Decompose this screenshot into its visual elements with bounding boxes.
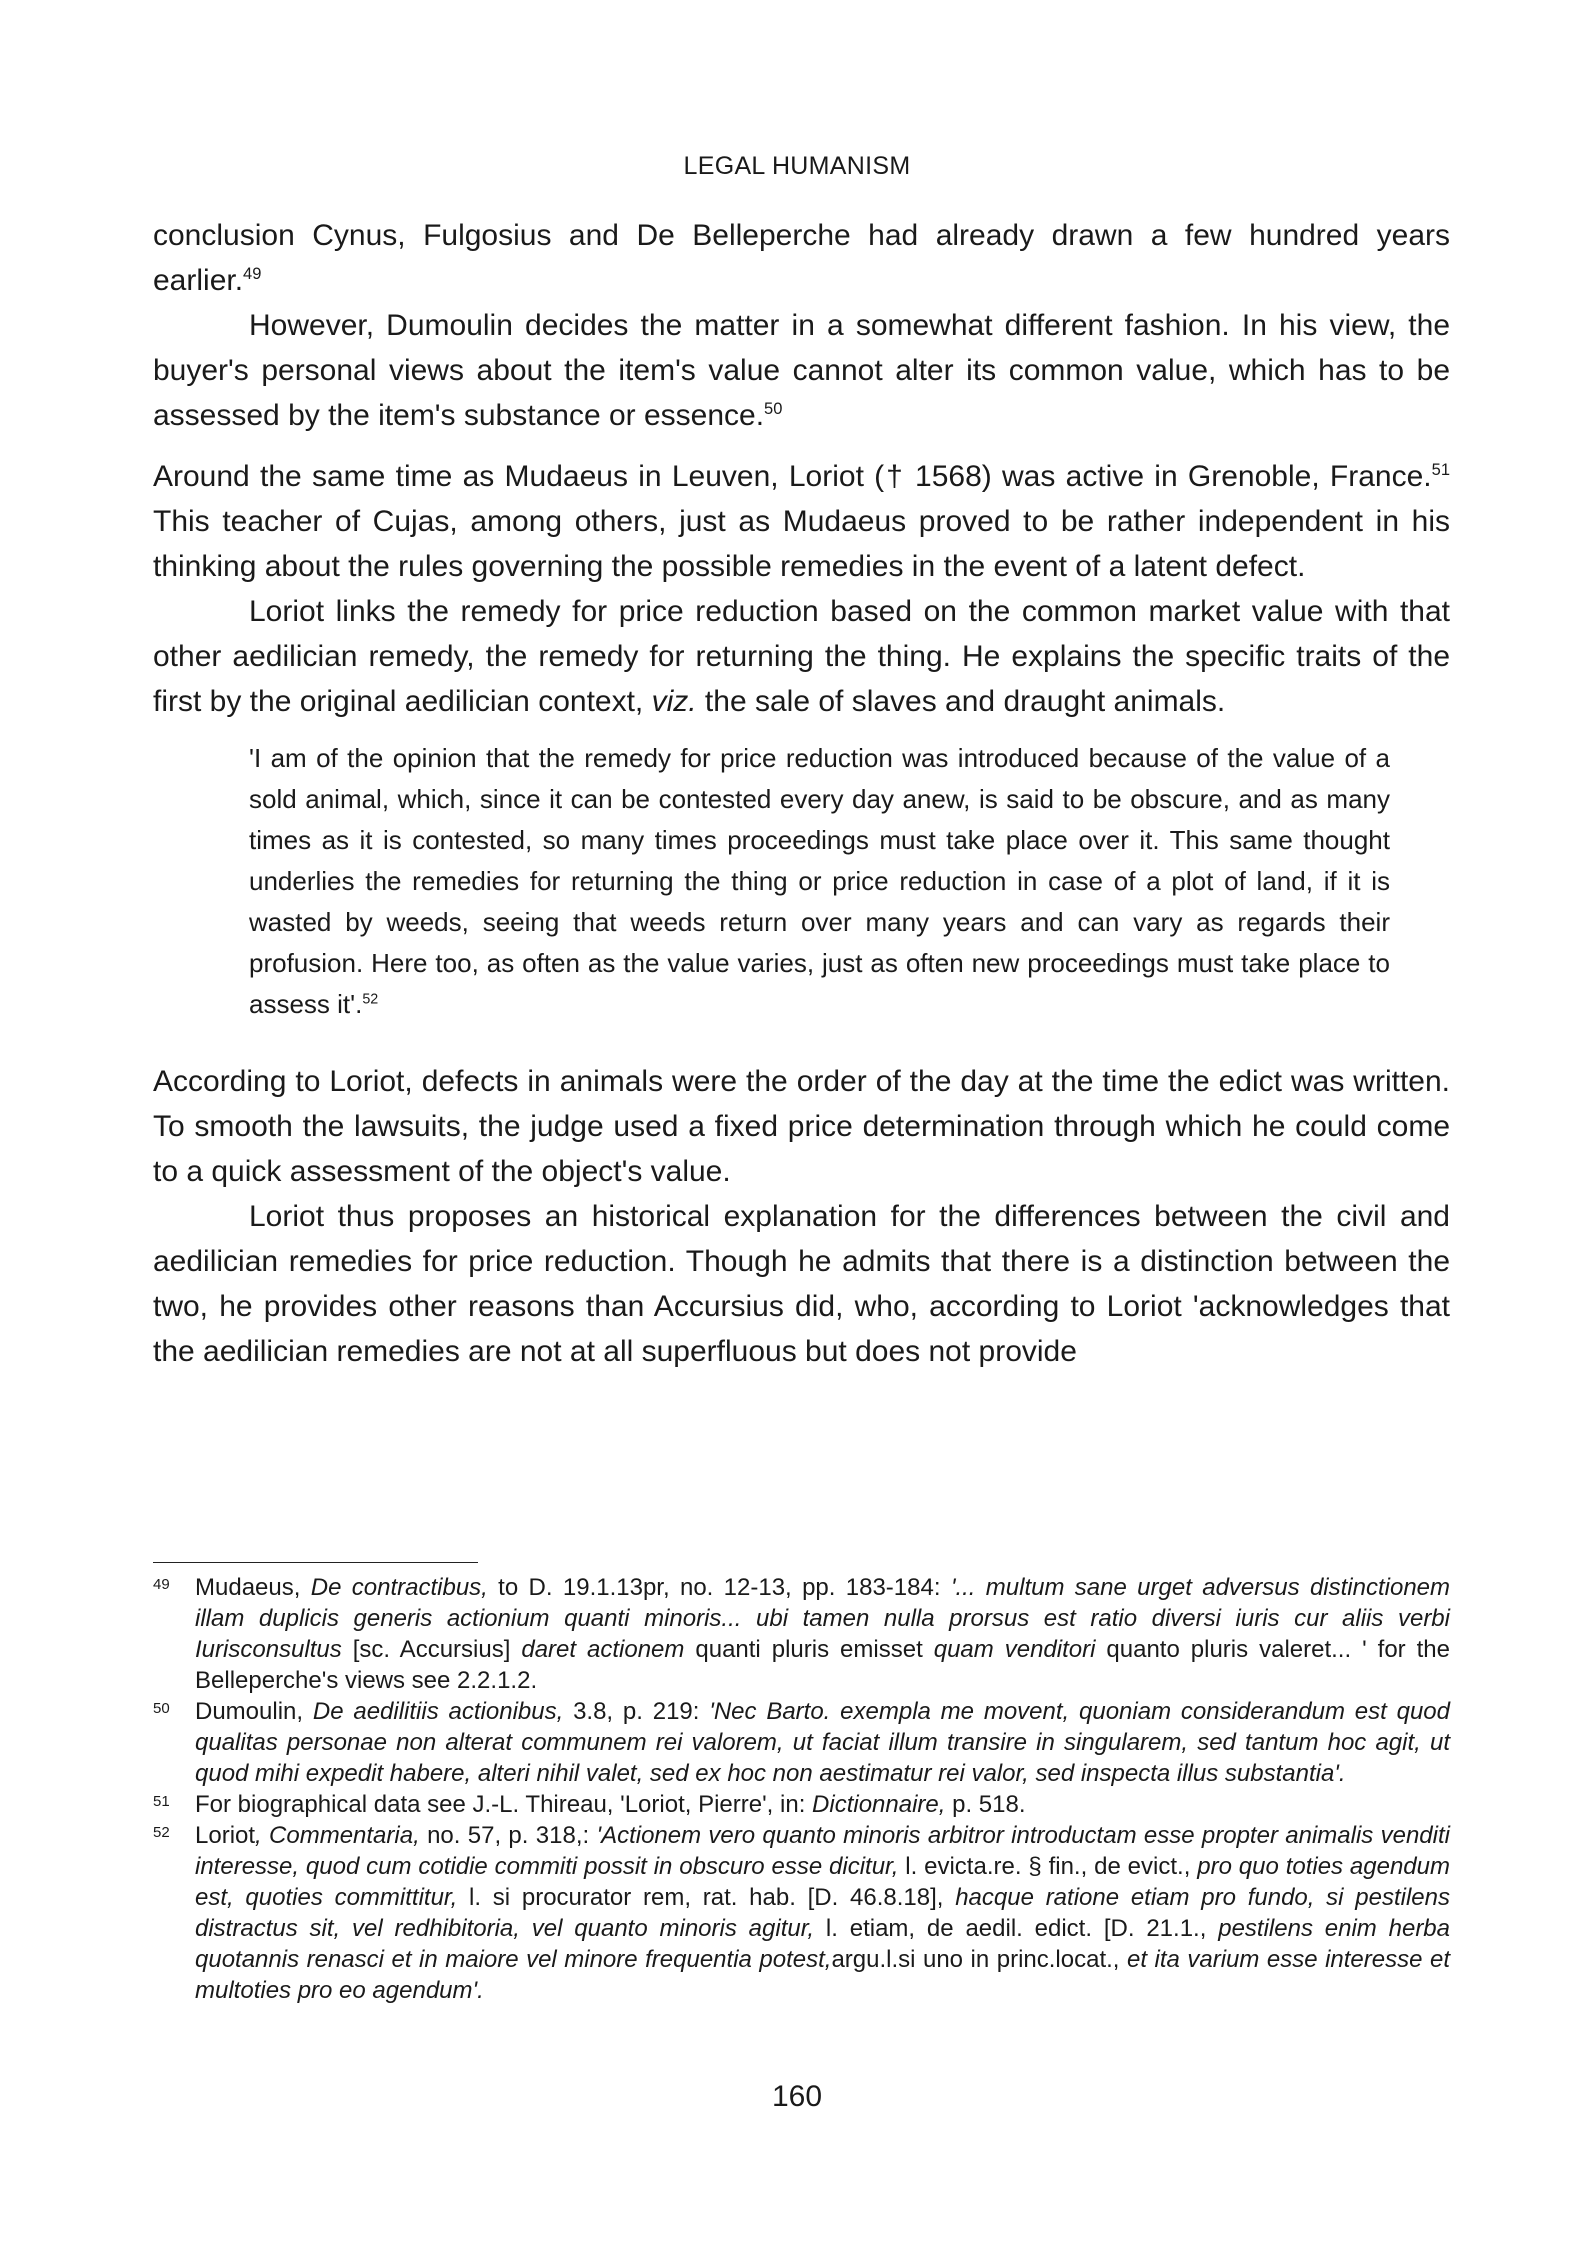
page-number: 160 xyxy=(771,2080,823,2113)
fn-segment: quanti pluris emisset xyxy=(684,1636,934,1663)
paragraph-3-text-b: This teacher of Cujas, among others, just as Mudaeus proved to be rather independent in his thinking about the rules governing the possible remedies in the event of a latent defect. xyxy=(153,505,1450,583)
fn-segment-italic: De contractibus, xyxy=(310,1574,488,1601)
paragraph-4 xyxy=(153,589,1450,724)
footnote-50 xyxy=(153,1696,1450,1789)
paragraph-2-text: However, Dumoulin decides the matter in a somewhat different fashion. In his view, the buyer's personal views about the item's value cannot alter its common value, which has to be assessed by the item's substance or essence. xyxy=(153,309,1450,432)
fn-segment-italic: De aedilitiis actionibus, xyxy=(312,1698,564,1725)
main-text xyxy=(153,213,1450,1374)
paragraph-4-text-a: Loriot links the remedy for price reduction based on the common market value with that other aedilician remedy, the remedy for returning the thing. He explains the specific traits of the first by the original aedilician context, xyxy=(153,595,1450,718)
fn-segment-italic: 'Nec Barto. exempla me movent, quoniam considerandum est quod qualitas personae non alterat communem rei valorem, ut faciat illum transire in singularem, sed tantum hoc agit, ut quod mihi expedit habere, alteri nihil valet, sed ex hoc non aestimatur rei valor, sed inspecta illus substantia'. xyxy=(195,1698,1450,1787)
footnote-number: 52 xyxy=(153,1824,170,1841)
fn-segment: argu.l.si uno in princ.locat., xyxy=(831,1946,1127,1973)
paragraph-4-viz: viz. xyxy=(651,685,697,718)
footnote-number: 50 xyxy=(153,1700,170,1717)
footnote-49 xyxy=(153,1572,1450,1696)
fn-segment: no. 57, p. 318,: xyxy=(419,1822,597,1849)
paragraph-1 xyxy=(153,213,1450,303)
footnote-ref-52[interactable]: 52 xyxy=(362,991,379,1008)
block-quote-text: 'I am of the opinion that the remedy for price reduction was introduced because of the value of a sold animal, which, since it can be contested every day anew, is said to be obscure, and as many times as it is contested, so many times proceedings must take place over it. This same thought underlies the remedies for returning the thing or price reduction in case of a plot of land, if it is wasted by weeds, seeing that weeds return over many years and can vary as regards their profusion. Here too, as often as the value varies, just as often new proceedings must take place to assess it'. xyxy=(249,743,1390,1019)
fn-segment-italic: hacque ratione etiam pro fundo, si pestilens distractus sit, vel redhibitoria, vel quanto minoris agitur, xyxy=(195,1884,1450,1942)
footnote-ref-49[interactable]: 49 xyxy=(243,265,262,283)
paragraph-1-text: conclusion Cynus, Fulgosius and De Belleperche had already drawn a few hundred years earlier. xyxy=(153,219,1450,297)
footnote-51 xyxy=(153,1789,1450,1820)
footnote-text xyxy=(195,1572,1450,1696)
fn-segment: l. evicta.re. § fin., de evict., xyxy=(898,1853,1198,1880)
paragraph-3-text-a: Around the same time as Mudaeus in Leuven, Loriot († 1568) was active in Grenoble, France. xyxy=(153,460,1432,493)
footnote-text xyxy=(195,1696,1450,1789)
paragraph-5: According to Loriot, defects in animals were the order of the day at the time the edict was written. To smooth the lawsuits, the judge used a fixed price determination through which he could come to a quick assessment of the object's value. xyxy=(153,1065,1450,1188)
fn-segment: l. etiam, de aedil. edict. [D. 21.1., xyxy=(814,1915,1219,1942)
fn-segment-italic: '... multum sane urget adversus distinctionem illam duplicis generis actionium quanti minoris... ubi tamen nulla prorsus est ratio diversi iuris cur aliis verbi Iurisconsultus xyxy=(195,1574,1451,1663)
fn-segment-italic: pestilens enim herba quotannis renasci et in maiore vel minore frequentia potest, xyxy=(195,1915,1451,1973)
fn-segment: to D. 19.1.13pr, no. 12-13, pp. 183-184: xyxy=(487,1574,951,1601)
fn-segment-italic: quam venditori xyxy=(933,1636,1096,1663)
fn-segment-italic: 'Actionem vero quanto minoris arbitror introductam esse propter animalis venditi interesse, quod cum cotidie commiti possit in obscuro esse dicitur, xyxy=(195,1822,1450,1880)
fn-segment-italic: daret actionem xyxy=(521,1636,685,1663)
fn-segment-italic: Dictionnaire, xyxy=(812,1791,946,1818)
running-header: LEGAL HUMANISM xyxy=(683,152,911,180)
paragraph-3 xyxy=(153,454,1450,589)
fn-segment: Mudaeus, xyxy=(195,1574,311,1601)
footnotes xyxy=(153,1572,1450,2006)
fn-segment-italic: pro quo toties agendum est, quoties committitur, xyxy=(195,1853,1450,1911)
footnote-52 xyxy=(153,1820,1450,2006)
footnote-text xyxy=(195,1820,1450,2006)
fn-segment: p. 518. xyxy=(945,1791,1026,1818)
fn-segment: [sc. Accursius] xyxy=(341,1636,522,1663)
paragraph-6: Loriot thus proposes an historical explanation for the differences between the civil and aedilician remedies for price reduction. Though he admits that there is a distinction between the two, he provides other reasons than Accursius did, who, according to Loriot 'acknowledges that the aedilician remedies are not at all superfluous but does not provide xyxy=(153,1200,1450,1368)
fn-segment: 3.8, p. 219: xyxy=(563,1698,710,1725)
fn-segment: Dumoulin, xyxy=(195,1698,313,1725)
fn-segment-italic: et ita varium esse interesse et multoties pro eo agendum'. xyxy=(195,1946,1450,2004)
fn-segment: Loriot xyxy=(195,1822,256,1849)
footnote-ref-50[interactable]: 50 xyxy=(764,400,783,418)
footnote-ref-51[interactable]: 51 xyxy=(1431,461,1450,479)
footnote-number: 51 xyxy=(153,1793,170,1810)
fn-segment: l. si procurator rem, rat. hab. [D. 46.8.18], xyxy=(457,1884,956,1911)
footnote-number: 49 xyxy=(153,1576,170,1593)
footnote-text xyxy=(195,1789,1450,1820)
paragraph-2 xyxy=(153,303,1450,438)
block-quote xyxy=(249,738,1390,1025)
fn-segment: For biographical data see J.-L. Thireau, 'Loriot, Pierre', in: xyxy=(195,1791,813,1818)
footnote-separator xyxy=(153,1562,478,1563)
fn-segment-italic: , Commentaria, xyxy=(255,1822,420,1849)
fn-segment: quanto pluris valeret... ' for the Belleperche's views see 2.2.1.2. xyxy=(195,1636,1450,1694)
paragraph-4-text-b: the sale of slaves and draught animals. xyxy=(696,685,1226,718)
